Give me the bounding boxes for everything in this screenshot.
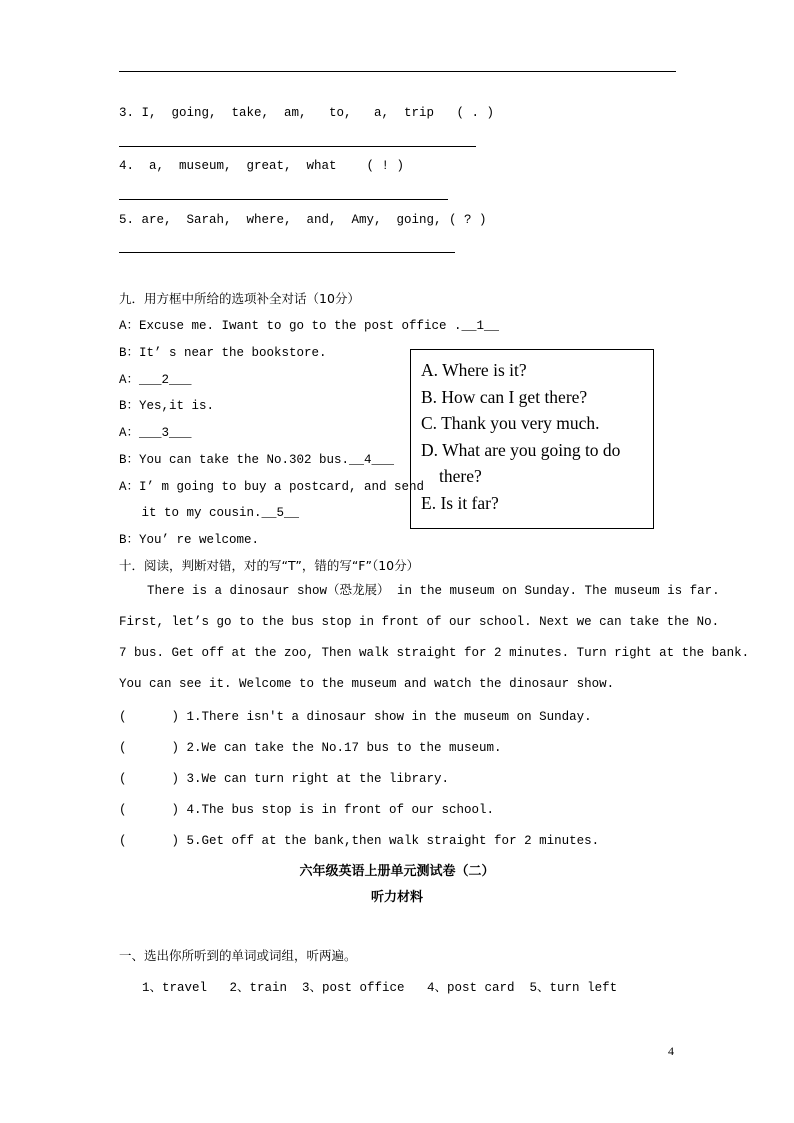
options-box (410, 349, 654, 529)
question-item: ( ) 5.Get off at the bank,then walk straight for 2 minutes. (119, 834, 600, 848)
sentence-item-3: 3. I, going, take, am, to, a, trip ( . ) (119, 106, 495, 120)
dialogue-line: A：I’ m going to buy a postcard, and send (119, 480, 425, 494)
option-b: B. How can I get there? (421, 386, 588, 407)
question-item: ( ) 4.The bus stop is in front of our school. (119, 803, 495, 817)
listening-instruction: 一、选出你所听到的单词或词组，听两遍。 (119, 948, 357, 963)
answer-line-3 (119, 146, 476, 147)
passage-line: 7 bus. Get off at the zoo, Then walk straight for 2 minutes. Turn right at the bank. (119, 646, 750, 660)
option-e: E. Is it far? (421, 492, 499, 513)
section-10-title: 十．阅读，判断对错，对的写“T”，错的写“F”（10分） (119, 558, 420, 573)
option-d-continued: there? (439, 466, 482, 486)
answer-line-4 (119, 199, 448, 200)
section-9-title: 九．用方框中所给的选项补全对话（10分） (119, 291, 360, 306)
sentence-item-5: 5. are, Sarah, where, and, Amy, going, ( ? ) (119, 213, 487, 227)
page-number: 4 (668, 1044, 674, 1058)
dialogue-line: B：Yes,it is. (119, 399, 215, 413)
question-item: ( ) 1.There isn't a dinosaur show in the museum on Sunday. (119, 710, 592, 724)
listening-words: 1、travel 2、train 3、post office 4、post card 5、turn left (142, 981, 618, 995)
test-title: 六年级英语上册单元测试卷（二） (299, 864, 495, 879)
test-subtitle: 听力材料 (370, 890, 423, 905)
option-c: C. Thank you very much. (421, 413, 600, 433)
dialogue-line: B：You’ re welcome. (119, 533, 260, 547)
dialogue-line: it to my cousin.__5__ (119, 506, 300, 520)
answer-line-5 (119, 252, 455, 253)
passage-line: First, let’s go to the bus stop in front of our school. Next we can take the No. (119, 615, 720, 629)
reading-passage (119, 576, 750, 700)
header-rule (119, 71, 676, 72)
passage-line: You can see it. Welcome to the museum and watch the dinosaur show. (119, 677, 615, 691)
question-item: ( ) 3.We can turn right at the library. (119, 772, 450, 786)
dialogue-line: B：You can take the No.302 bus.__4___ (119, 453, 395, 467)
question-item: ( ) 2.We can take the No.17 bus to the museum. (119, 741, 502, 755)
option-a: A. Where is it? (421, 360, 527, 380)
option-d: D. What are you going to do (421, 439, 621, 460)
dialogue-line: A：___2___ (119, 373, 192, 387)
sentence-item-4: 4. a, museum, great, what ( ! ) (119, 159, 405, 173)
dialogue-line: B：It’ s near the bookstore. (119, 346, 327, 360)
passage-line: There is a dinosaur show（恐龙展） in the museum on Sunday. The museum is far. (147, 584, 720, 598)
dialogue-line: A：Excuse me. Iwant to go to the post office .__1__ (119, 319, 500, 333)
dialogue-line: A：___3___ (119, 426, 192, 440)
